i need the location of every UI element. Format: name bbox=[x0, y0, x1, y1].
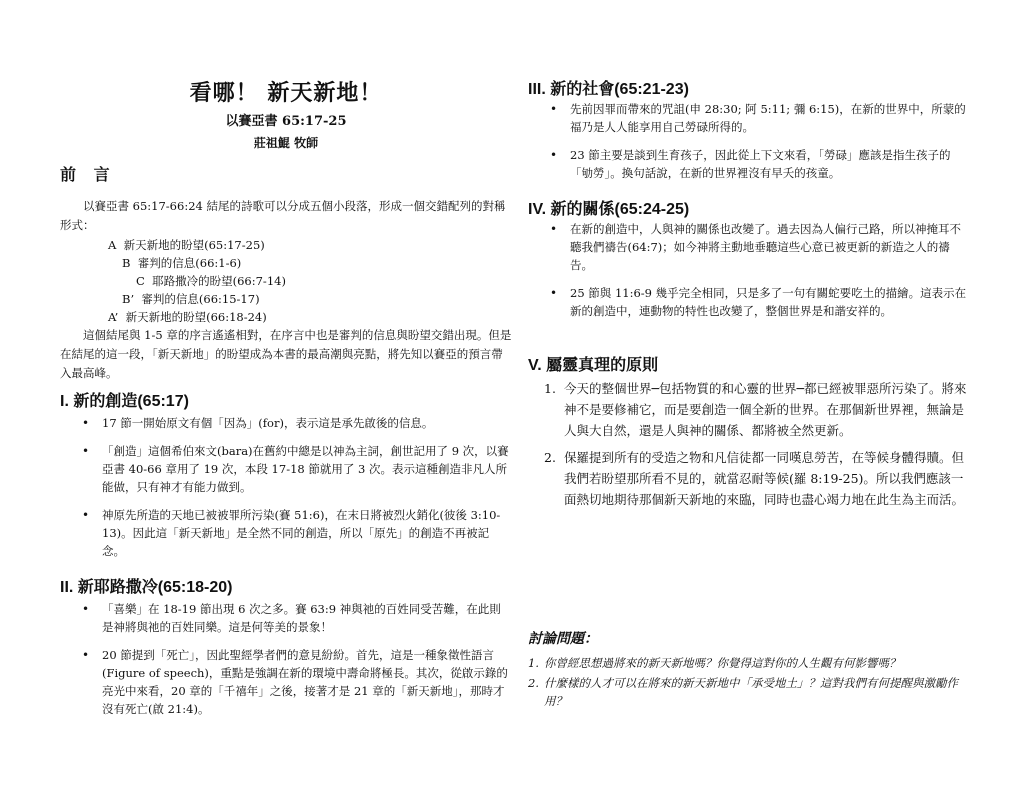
list-item: • 23 節主要是談到生育孩子，因此從上下文來看，「勞碌」應該是指生孩子的「劬勞」。換句話說，在新的世界裡沒有早夭的孩童。 bbox=[550, 148, 951, 180]
preface-paragraph-2: 這個結尾與 1-5 章的序言遙遙相對，在序言中也是審判的信息與盼望交錯出現。但是在結尾的這一段，「新天新地」的盼望成為本書的最高潮與亮點，將先知以賽亞的預言帶入最高峰。 bbox=[60, 328, 512, 380]
section-1-heading: I. 新的創造(65:17) bbox=[60, 393, 189, 410]
list-item: • 20 節提到「死亡」，因此聖經學者們的意見紛紛。首先，這是一種象徵性語言(Figure of speech)，重點是強調在新的環境中壽命將極長。其次，從啟示錄的亮光中來看，20 章的「千禧年」之後，接著才是 21 章的「新天新地」，那時才沒有死亡(啟 21:4)。 bbox=[82, 648, 508, 716]
section-2-list bbox=[60, 600, 512, 728]
list-item: • 「創造」這個希伯來文(bara)在舊約中總是以神為主詞，創世記用了 9 次，以賽亞書 40-66 章用了 19 次，本段 17-18 節就用了 3 次。表示這種創造非凡人所能做，只有神才有能力做到。 bbox=[82, 444, 509, 494]
section-3-heading: III. 新的社會(65:21-23) bbox=[528, 81, 689, 98]
section-4-heading: IV. 新的關係(65:24-25) bbox=[528, 201, 690, 218]
list-item: • 17 節一開始原文有個「因為」(for)，表示這是承先啟後的信息。 bbox=[82, 416, 434, 430]
outline-item: B 審判的信息(66:1-6) bbox=[122, 256, 242, 270]
list-item: • 在新的創造中，人與神的關係也改變了。過去因為人偏行己路，所以神掩耳不聽我們禱告(64:7)；如今神將主動地垂聽這些心意已被更新的新造之人的禱告。 bbox=[550, 222, 961, 272]
list-item: 1. 你曾經思想過將來的新天新地嗎？你覺得這對你的人生觀有何影響嗎？ bbox=[528, 656, 901, 670]
section-4-list bbox=[528, 220, 968, 330]
section-3-list bbox=[528, 100, 968, 192]
preface-paragraph-1: 以賽亞書 65:17-66:24 結尾的詩歌可以分成五個小段落，形成一個交錯配列的對稱形式： bbox=[60, 199, 506, 232]
preface-heading: 前 言 bbox=[60, 165, 116, 184]
section-5-heading: V. 屬靈真理的原則 bbox=[528, 357, 659, 374]
page-title: 看哪！ 新天新地！ bbox=[189, 80, 383, 106]
outline-item: A’ 新天新地的盼望(66:18-24) bbox=[108, 310, 267, 324]
discussion-heading: 討論問題： bbox=[528, 631, 598, 647]
outline-item: B’ 審判的信息(66:15-17) bbox=[122, 292, 260, 306]
list-item: • 神原先所造的天地已被被罪所污染(賽 51:6)，在末日將被烈火銷化(彼後 3:10-13)。因此這「新天新地」是全然不同的創造，所以「原先」的創造不再被記念。 bbox=[82, 508, 501, 558]
list-item: 2. 保羅提到所有的受造之物和凡信徒都一同嘆息勞苦，在等候身體得贖。但我們若盼望那所看不見的，就當忍耐等候(羅 8:19-25)。所以我們應該一面熱切地期待那個新天新地的來臨，同時也盡心竭力地在此生為主而活。 bbox=[544, 450, 965, 507]
list-item: • 25 節與 11:6-9 幾乎完全相同，只是多了一句有關蛇要吃土的描繪。這表示在新的創造中，連動物的特性也改變了，整個世界是和諧安祥的。 bbox=[550, 286, 967, 318]
scripture-reference: 以賽亞書 65:17-25 bbox=[225, 114, 347, 129]
chiasm-outline bbox=[60, 236, 512, 326]
section-1-list bbox=[60, 414, 512, 570]
section-2-heading: II. 新耶路撒冷(65:18-20) bbox=[60, 579, 233, 596]
list-item: • 先前因罪而帶來的咒詛(申 28:30; 阿 5:11; 彌 6:15)，在新的世界中，所蒙的福乃是人人能享用自己勞碌所得的。 bbox=[550, 102, 966, 134]
section-5-list bbox=[528, 378, 968, 516]
list-item: • 「喜樂」在 18-19 節出現 6 次之多。賽 63:9 神與祂的百姓同受苦難，在此則是神將與祂的百姓同樂。這是何等美的景象！ bbox=[82, 602, 501, 634]
discussion-list bbox=[528, 654, 968, 712]
author: 莊祖鯤 牧師 bbox=[253, 136, 319, 150]
outline-item: A 新天新地的盼望(65:17-25) bbox=[108, 238, 265, 252]
list-item: 1. 今天的整個世界─包括物質的和心靈的世界─都已經被罪惡所污染了。將來神不是要修補它，而是要創造一個全新的世界。在那個新世界裡，無論是人與大自然，還是人與神的關係、都將被全然更新。 bbox=[544, 381, 967, 438]
list-item: 2. 什麼樣的人才可以在將來的新天新地中「承受地土」？這對我們有何提醒與激勵作用？ bbox=[528, 676, 958, 708]
outline-item: C 耶路撒冷的盼望(66:7-14) bbox=[136, 274, 286, 288]
